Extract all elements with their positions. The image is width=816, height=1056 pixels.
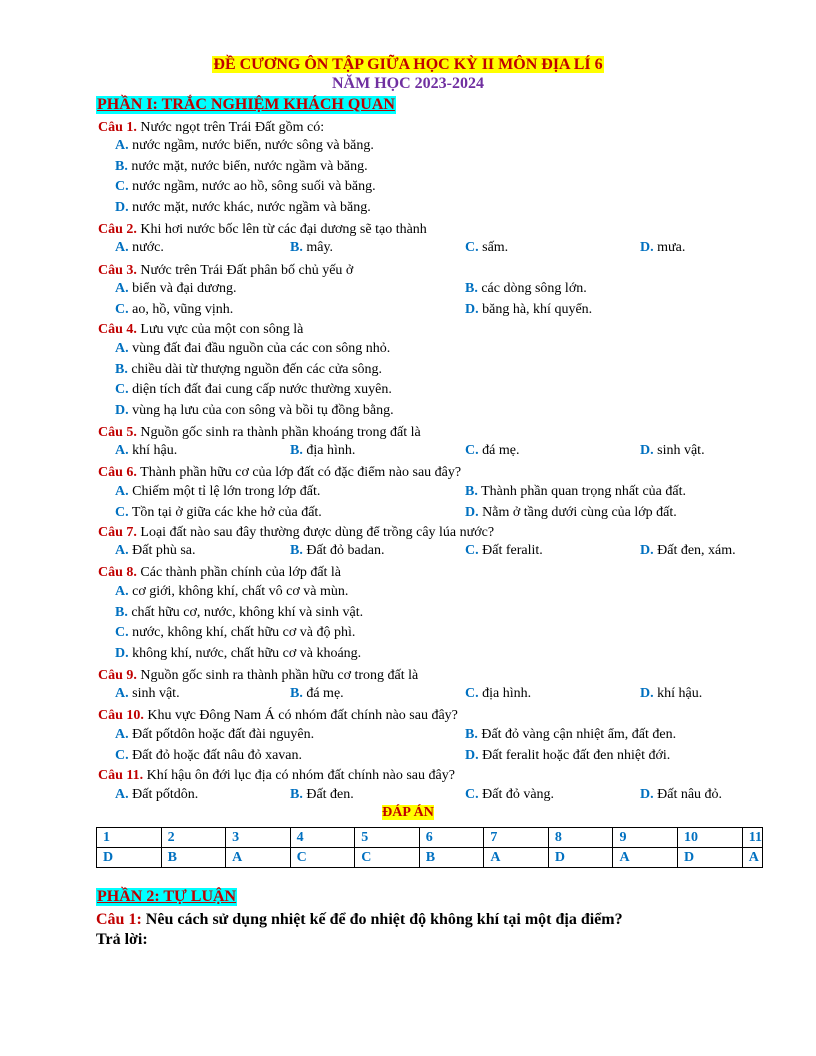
answer-letter-cell: C: [355, 848, 420, 868]
option-b: [115, 361, 382, 379]
answer-number-cell: 10: [678, 828, 743, 848]
option-text: mây.: [306, 240, 334, 255]
option-text: nước mặt, nước biển, nước ngầm và băng.: [131, 158, 368, 174]
option-text: sinh vật.: [132, 686, 180, 701]
option-letter: D.: [640, 787, 654, 802]
question-4: [98, 321, 303, 339]
option-text: Đất pốtdôn hoặc đất đài nguyên.: [132, 727, 315, 742]
answer-prompt: Trả lời:: [96, 931, 148, 948]
option-text: vùng đất đai đầu nguồn của các con sông nhỏ.: [132, 341, 391, 356]
option-text: nước mặt, nước khác, nước ngầm và băng.: [132, 200, 371, 216]
option-text: nước ngầm, nước ao hồ, sông suối và băng.: [132, 179, 376, 195]
option-d: [640, 542, 736, 560]
option-c: [465, 685, 531, 703]
option-letter: A.: [115, 584, 129, 599]
option-text: Nằm ở tầng dưới cùng của lớp đất.: [482, 505, 677, 520]
option-text: Đất phù sa.: [132, 543, 196, 558]
option-b: [290, 685, 344, 703]
option-text: đá mẹ.: [306, 686, 344, 701]
option-letter: B.: [465, 727, 478, 742]
option-letter: A.: [115, 484, 129, 499]
option-letter: C.: [115, 625, 129, 641]
answer-letter-cell: A: [742, 848, 762, 868]
answer-key-table: [96, 827, 763, 868]
option-letter: C.: [115, 505, 129, 520]
option-letter: C.: [115, 748, 129, 763]
answer-number-cell: 8: [548, 828, 613, 848]
option-text: sấm.: [482, 240, 509, 255]
answer-letter-cell: B: [161, 848, 226, 868]
option-text: sinh vật.: [657, 443, 705, 458]
option-letter: A.: [115, 686, 129, 701]
option-text: Đất đen, xám.: [657, 543, 736, 558]
option-b: [115, 158, 368, 176]
question-label: Câu 9.: [98, 668, 137, 683]
option-text: vùng hạ lưu của con sông và bồi tụ đồng bằng.: [132, 403, 394, 419]
option-d: [640, 786, 722, 804]
document-title: ĐỀ CƯƠNG ÔN TẬP GIỮA HỌC KỲ II MÔN ĐỊA LÍ 6: [213, 56, 603, 73]
answer-number-row: [97, 828, 763, 848]
option-text: địa hình.: [482, 686, 532, 701]
option-text: Thành phần quan trọng nhất của đất.: [481, 484, 686, 499]
option-a: [115, 685, 180, 703]
school-year: NĂM HỌC 2023-2024: [332, 75, 484, 92]
option-text: băng hà, khí quyển.: [482, 302, 593, 317]
question-2: [98, 221, 427, 239]
option-c: [115, 301, 233, 319]
option-letter: B.: [290, 443, 303, 458]
option-letter: D.: [115, 200, 129, 216]
option-d: [115, 402, 394, 420]
question-label: Câu 11.: [98, 768, 144, 783]
question-11: [98, 767, 455, 785]
option-text: Đất đen.: [306, 787, 354, 802]
question-8: [98, 564, 341, 582]
option-letter: D.: [640, 543, 654, 558]
option-letter: C.: [115, 179, 129, 195]
question-text: Khi hơi nước bốc lên từ các đại dương sẽ tạo thành: [140, 222, 427, 237]
option-letter: A.: [115, 543, 129, 558]
option-text: các dòng sông lớn.: [481, 281, 587, 296]
question-3: [98, 262, 353, 280]
option-letter: C.: [115, 302, 129, 317]
option-letter: B.: [290, 543, 303, 558]
option-text: cơ giới, không khí, chất vô cơ và mùn.: [132, 584, 349, 599]
option-text: khí hậu.: [657, 686, 703, 701]
option-letter: D.: [640, 443, 654, 458]
option-d: [465, 504, 677, 522]
option-letter: A.: [115, 443, 129, 458]
answer-letter-cell: D: [548, 848, 613, 868]
option-letter: B.: [465, 281, 478, 296]
option-text: khí hậu.: [132, 443, 178, 458]
answer-letter-cell: C: [290, 848, 355, 868]
option-letter: A.: [115, 240, 129, 255]
option-b: [290, 239, 333, 257]
option-a: [115, 726, 314, 744]
option-text: mưa.: [657, 240, 686, 255]
answer-number-cell: 3: [226, 828, 291, 848]
option-letter: C.: [465, 686, 479, 701]
option-letter: B.: [465, 484, 478, 499]
option-b: [465, 280, 587, 298]
option-a: [115, 542, 196, 560]
question-7: [98, 524, 494, 542]
option-text: chiều dài từ thượng nguồn đến các cửa sông.: [131, 361, 382, 377]
option-letter: C.: [465, 543, 479, 558]
answer-letter-cell: A: [484, 848, 549, 868]
option-a: [115, 137, 374, 155]
option-c: [465, 786, 554, 804]
option-b: [290, 542, 385, 560]
question-6: [98, 464, 461, 482]
option-text: nước.: [132, 240, 164, 255]
option-letter: D.: [465, 748, 479, 763]
option-letter: C.: [115, 382, 129, 398]
option-text: Đất đỏ badan.: [306, 543, 385, 558]
answer-number-cell: 5: [355, 828, 420, 848]
option-letter: C.: [465, 443, 479, 458]
question-5: [98, 424, 421, 442]
answer-number-cell: 1: [97, 828, 162, 848]
option-text: Tồn tại ở giữa các khe hở của đất.: [131, 505, 322, 520]
option-b: [115, 604, 363, 622]
option-text: nước ngầm, nước biển, nước sông và băng.: [132, 138, 374, 153]
option-c: [465, 239, 508, 257]
question-text: Khu vực Đông Nam Á có nhóm đất chính nào sau đây?: [147, 708, 458, 723]
question-text: Khí hậu ôn đới lục địa có nhóm đất chính nào sau đây?: [146, 768, 455, 783]
option-c: [115, 381, 392, 399]
section-multiple-choice-heading: PHẦN I: TRẮC NGHIỆM KHÁCH QUAN: [97, 96, 395, 113]
option-a: [115, 340, 390, 358]
option-text: Đất đỏ hoặc đất nâu đỏ xavan.: [132, 748, 303, 763]
option-letter: B.: [290, 787, 303, 802]
answer-letter-cell: B: [419, 848, 484, 868]
option-c: [465, 542, 543, 560]
option-c: [115, 178, 376, 196]
option-b: [465, 483, 686, 501]
option-a: [115, 442, 177, 460]
answer-letter-cell: D: [678, 848, 743, 868]
option-letter: D.: [115, 403, 129, 419]
option-letter: D.: [640, 240, 654, 255]
answer-letter-cell: A: [613, 848, 678, 868]
option-letter: D.: [465, 505, 479, 520]
question-text: Thành phần hữu cơ của lớp đất có đặc điểm nào sau đây?: [140, 465, 462, 480]
option-a: [115, 483, 320, 501]
option-d: [115, 645, 361, 663]
question-label: Câu 6.: [98, 465, 137, 480]
question-label: Câu 3.: [98, 263, 137, 278]
answer-letter-cell: D: [97, 848, 162, 868]
option-d: [115, 199, 371, 217]
question-text: Nguồn gốc sinh ra thành phần khoáng trong đất là: [140, 425, 421, 440]
question-text: Loại đất nào sau đây thường được dùng để trồng cây lúa nước?: [140, 525, 495, 540]
option-letter: D.: [465, 302, 479, 317]
essay-question-label: Câu 1:: [96, 911, 142, 928]
option-c: [465, 442, 519, 460]
option-letter: A.: [115, 727, 129, 742]
option-text: ao, hồ, vũng vịnh.: [132, 302, 234, 317]
option-b: [290, 786, 354, 804]
question-label: Câu 2.: [98, 222, 137, 237]
option-letter: B.: [290, 240, 303, 255]
option-text: chất hữu cơ, nước, không khí và sinh vật.: [131, 604, 364, 620]
option-a: [115, 786, 198, 804]
question-10: [98, 707, 458, 725]
option-c: [115, 504, 322, 522]
question-1: [98, 119, 324, 137]
essay-question-text: Nêu cách sử dụng nhiệt kế để đo nhiệt độ không khí tại một địa điểm?: [145, 911, 623, 928]
option-letter: A.: [115, 138, 129, 153]
option-text: Đất đỏ vàng cận nhiệt ẩm, đất đen.: [481, 727, 677, 742]
option-text: nước, không khí, chất hữu cơ và độ phì.: [132, 625, 356, 641]
option-text: không khí, nước, chất hữu cơ và khoáng.: [132, 646, 362, 662]
option-a: [115, 239, 164, 257]
option-d: [640, 685, 702, 703]
option-text: địa hình.: [306, 443, 356, 458]
question-text: Nguồn gốc sinh ra thành phần hữu cơ trong đất là: [140, 668, 419, 683]
option-letter: A.: [115, 341, 129, 356]
option-b: [465, 726, 676, 744]
option-letter: B.: [115, 158, 128, 174]
essay-question: [96, 911, 623, 929]
option-c: [115, 624, 355, 642]
option-letter: B.: [290, 686, 303, 701]
option-d: [465, 747, 670, 765]
option-letter: B.: [115, 604, 128, 620]
answer-number-cell: 11: [742, 828, 762, 848]
answer-letter-cell: A: [226, 848, 291, 868]
answer-key-title: ĐÁP ÁN: [382, 805, 434, 820]
option-letter: A.: [115, 281, 129, 296]
answer-number-cell: 7: [484, 828, 549, 848]
answer-number-cell: 4: [290, 828, 355, 848]
option-d: [640, 239, 685, 257]
option-c: [115, 747, 302, 765]
option-letter: B.: [115, 361, 128, 377]
question-text: Nước ngọt trên Trái Đất gồm có:: [140, 120, 325, 135]
option-d: [640, 442, 705, 460]
option-a: [115, 583, 348, 601]
option-letter: D.: [115, 646, 129, 662]
option-letter: C.: [465, 240, 479, 255]
option-text: đá mẹ.: [482, 443, 520, 458]
question-9: [98, 667, 418, 685]
option-a: [115, 280, 237, 298]
option-b: [290, 442, 355, 460]
question-text: Các thành phần chính của lớp đất là: [140, 565, 342, 580]
option-letter: A.: [115, 787, 129, 802]
option-text: Đất đỏ vàng.: [482, 787, 555, 802]
option-text: biển và đại dương.: [132, 281, 237, 296]
option-text: Đất nâu đỏ.: [657, 787, 723, 802]
option-text: Đất pốtdôn.: [132, 787, 199, 802]
answer-number-cell: 2: [161, 828, 226, 848]
question-label: Câu 4.: [98, 322, 137, 337]
question-label: Câu 5.: [98, 425, 137, 440]
option-letter: D.: [640, 686, 654, 701]
answer-letter-row: [97, 848, 763, 868]
question-label: Câu 10.: [98, 708, 144, 723]
option-d: [465, 301, 592, 319]
option-text: diện tích đất đai cung cấp nước thường xuyên.: [132, 382, 392, 398]
question-label: Câu 1.: [98, 120, 137, 135]
option-text: Chiếm một tỉ lệ lớn trong lớp đất.: [132, 484, 321, 499]
option-letter: C.: [465, 787, 479, 802]
question-text: Lưu vực của một con sông là: [140, 322, 304, 337]
question-label: Câu 8.: [98, 565, 137, 580]
option-text: Đất feralit hoặc đất đen nhiệt đới.: [482, 748, 671, 763]
option-text: Đất feralit.: [482, 543, 543, 558]
question-text: Nước trên Trái Đất phân bố chủ yếu ở: [140, 263, 354, 278]
answer-number-cell: 6: [419, 828, 484, 848]
section-essay-heading: PHẦN 2: TỰ LUẬN: [97, 888, 237, 905]
answer-number-cell: 9: [613, 828, 678, 848]
question-label: Câu 7.: [98, 525, 137, 540]
